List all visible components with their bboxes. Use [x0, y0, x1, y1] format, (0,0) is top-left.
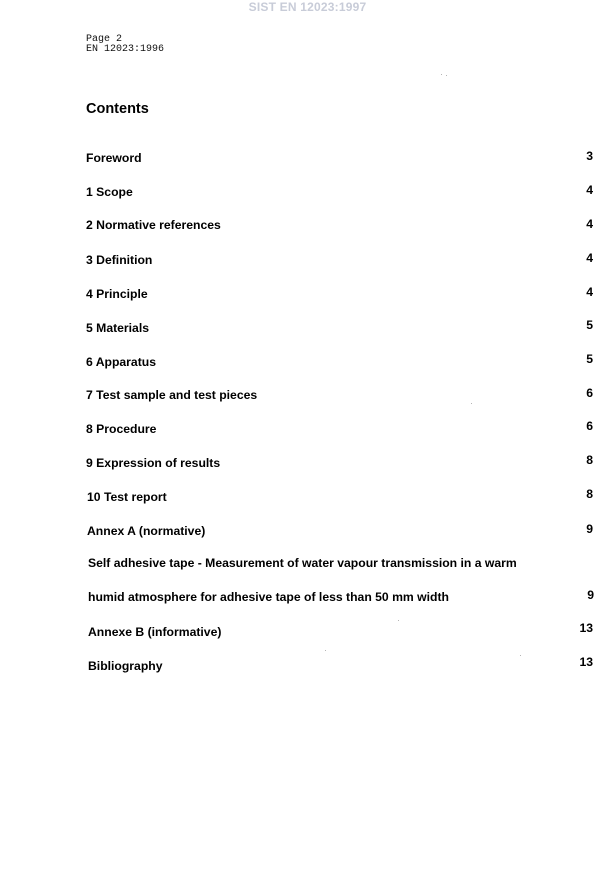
toc-entry-label: Annex A (normative): [87, 524, 206, 538]
scan-speck: [520, 655, 521, 656]
page-header: [86, 35, 164, 55]
toc-entry-label: 10 Test report: [87, 490, 167, 504]
toc-entry-page: 6: [586, 386, 593, 400]
toc-entry-page: 4: [586, 285, 593, 299]
toc-entry-page: 4: [586, 251, 593, 265]
toc-entry-test-report: [0, 489, 615, 507]
toc-entry-label: 1 Scope: [86, 185, 133, 199]
toc-entry-procedure: [0, 421, 615, 439]
toc-entry-page: 9: [587, 588, 594, 602]
toc-entry-label: Self adhesive tape - Measurement of water vapour transmission in a warm: [88, 556, 517, 570]
toc-entry-annex-a-title-line2: [0, 589, 615, 607]
toc-entry-apparatus: [0, 354, 615, 372]
toc-entry-label: 9 Expression of results: [86, 456, 221, 470]
toc-entry-label: Annexe B (informative): [88, 625, 222, 639]
toc-entry-page: 4: [586, 217, 593, 231]
toc-entry-label: Foreword: [86, 151, 142, 165]
scan-speck: [398, 620, 399, 621]
toc-entry-page: 8: [586, 487, 593, 501]
toc-entry-materials: [0, 320, 615, 338]
toc-entry-label: 8 Procedure: [86, 422, 157, 436]
toc-entry-label: 2 Normative references: [86, 218, 221, 232]
toc-entry-page: 13: [579, 655, 593, 669]
toc-entry-page: 5: [586, 352, 593, 366]
toc-entry-label: 7 Test sample and test pieces: [86, 388, 258, 402]
scan-speck: [446, 75, 447, 76]
toc-entry-page: 9: [586, 522, 593, 536]
scan-speck: [471, 403, 472, 404]
toc-entry-page: 8: [586, 453, 593, 467]
toc-entry-label: 3 Definition: [86, 253, 153, 267]
toc-entry-normative-references: [0, 217, 615, 235]
toc-entry-page: 13: [579, 621, 593, 635]
toc-entry-annex-a: [0, 523, 615, 541]
toc-entry-definition: [0, 252, 615, 270]
toc-entry-bibliography: [0, 655, 615, 676]
toc-entry-page: 4: [586, 183, 593, 197]
toc-entry-annex-b: [0, 621, 615, 642]
scan-speck: [325, 650, 326, 651]
toc-entry-label: humid atmosphere for adhesive tape of less than 50 mm width: [88, 590, 449, 604]
watermark: SIST EN 12023:1997: [248, 0, 367, 14]
toc-entry-scope: [0, 184, 615, 202]
toc-entry-label: 6 Apparatus: [86, 355, 156, 369]
toc-entry-label: 5 Materials: [86, 321, 150, 335]
toc-entry-page: 3: [586, 149, 593, 163]
scan-speck: [441, 74, 442, 75]
toc-entry-page: 5: [586, 318, 593, 332]
toc-entry-foreword: [0, 150, 615, 168]
toc-entry-test-sample: [0, 387, 615, 405]
toc-entry-label: Bibliography: [88, 659, 163, 673]
page-number-line: Page 2: [86, 34, 123, 45]
toc-entry-page: 6: [586, 419, 593, 433]
toc-entry-annex-a-title-line1: [0, 555, 615, 573]
toc-entry-principle: [0, 286, 615, 304]
contents-title: Contents: [86, 101, 149, 117]
toc-entry-expression-of-results: [0, 455, 615, 473]
standard-number-line: EN 12023:1996: [86, 44, 165, 55]
toc-entry-label: 4 Principle: [86, 287, 148, 301]
